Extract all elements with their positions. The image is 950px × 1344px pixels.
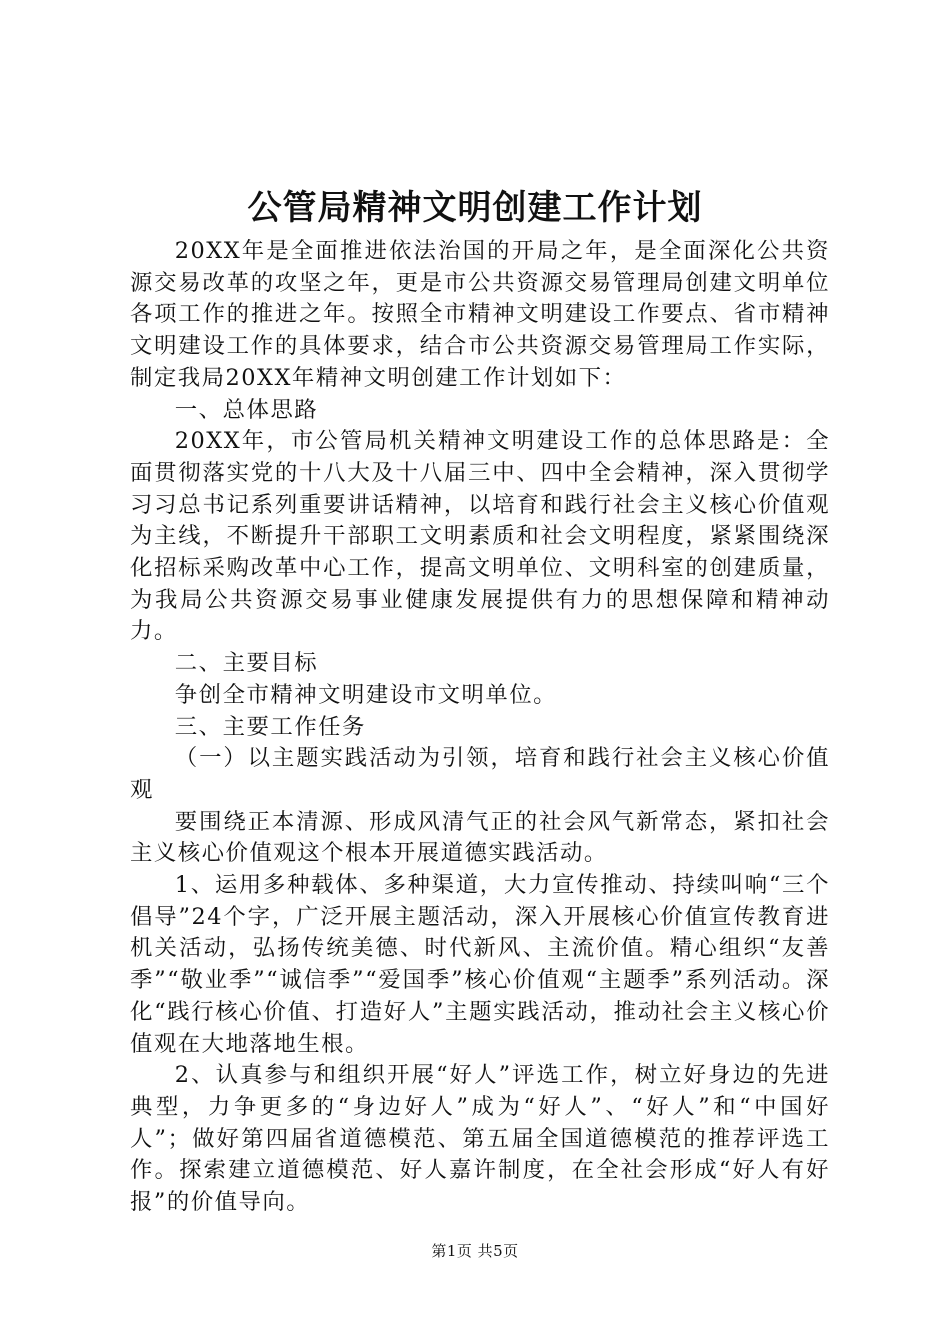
body-paragraph: 20XX年，市公管局机关精神文明建设工作的总体思路是：全面贯彻落实党的十八大及十八届三中、四中全会精神，深入贯彻学习习总书记系列重要讲话精神，以培育和践行社会主义核心价值观为主线，不断提升干部职工文明素质和社会文明程度，紧紧围绕深化招标采购改革中心工作，提高文明单位、文明科室的创建质量，为我局公共资源交易事业健康发展提供有力的思想保障和精神动力。 [130, 428, 830, 645]
document-title: 公管局精神文明创建工作计划 [247, 188, 703, 228]
subsection-heading: （一）以主题实践活动为引领，培育和践行社会主义核心价值观 [130, 745, 830, 803]
intro-paragraph: 20XX年是全面推进依法治国的开局之年，是全面深化公共资源交易改革的攻坚之年，更是市公共资源交易管理局创建文明单位各项工作的推进之年。按照全市精神文明建设工作要点、省市精神文明建设工作的具体要求，结合市公共资源交易管理局工作实际，制定我局20XX年精神文明创建工作计划如下： [130, 238, 830, 391]
page-number-footer: 第1页 共5页 [431, 1242, 519, 1260]
section-heading-1: 一、总体思路 [174, 396, 319, 423]
body-paragraph: 要围绕正本清源、形成风清气正的社会风气新常态，紧扣社会主义核心价值观这个根本开展道德实践活动。 [130, 808, 830, 867]
numbered-item-2: 2、认真参与和组织开展“好人”评选工作，树立好身边的先进典型，力争更多的“身边好人”成为“好人”、“好人”和“中国好人”；做好第四届省道德模范、第五届全国道德模范的推荐评选工作。探索建立道德模范、好人嘉许制度，在全社会形成“好人有好报”的价值导向。 [130, 1062, 830, 1216]
body-paragraph: 争创全市精神文明建设市文明单位。 [174, 681, 558, 708]
section-heading-3: 三、主要工作任务 [174, 713, 366, 740]
numbered-item-1: 1、运用多种载体、多种渠道，大力宣传推动、持续叫响“三个倡导”24个字，广泛开展主题活动，深入开展核心价值宣传教育进机关活动，弘扬传统美德、时代新风、主流价值。精心组织“友善季”“敬业季”“诚信季”“爱国季”核心价值观“主题季”系列活动。深化“践行核心价值、打造好人”主题实践活动，推动社会主义核心价值观在大地落地生根。 [130, 872, 830, 1057]
document-body [130, 236, 830, 1219]
section-heading-2: 二、主要目标 [174, 650, 319, 677]
